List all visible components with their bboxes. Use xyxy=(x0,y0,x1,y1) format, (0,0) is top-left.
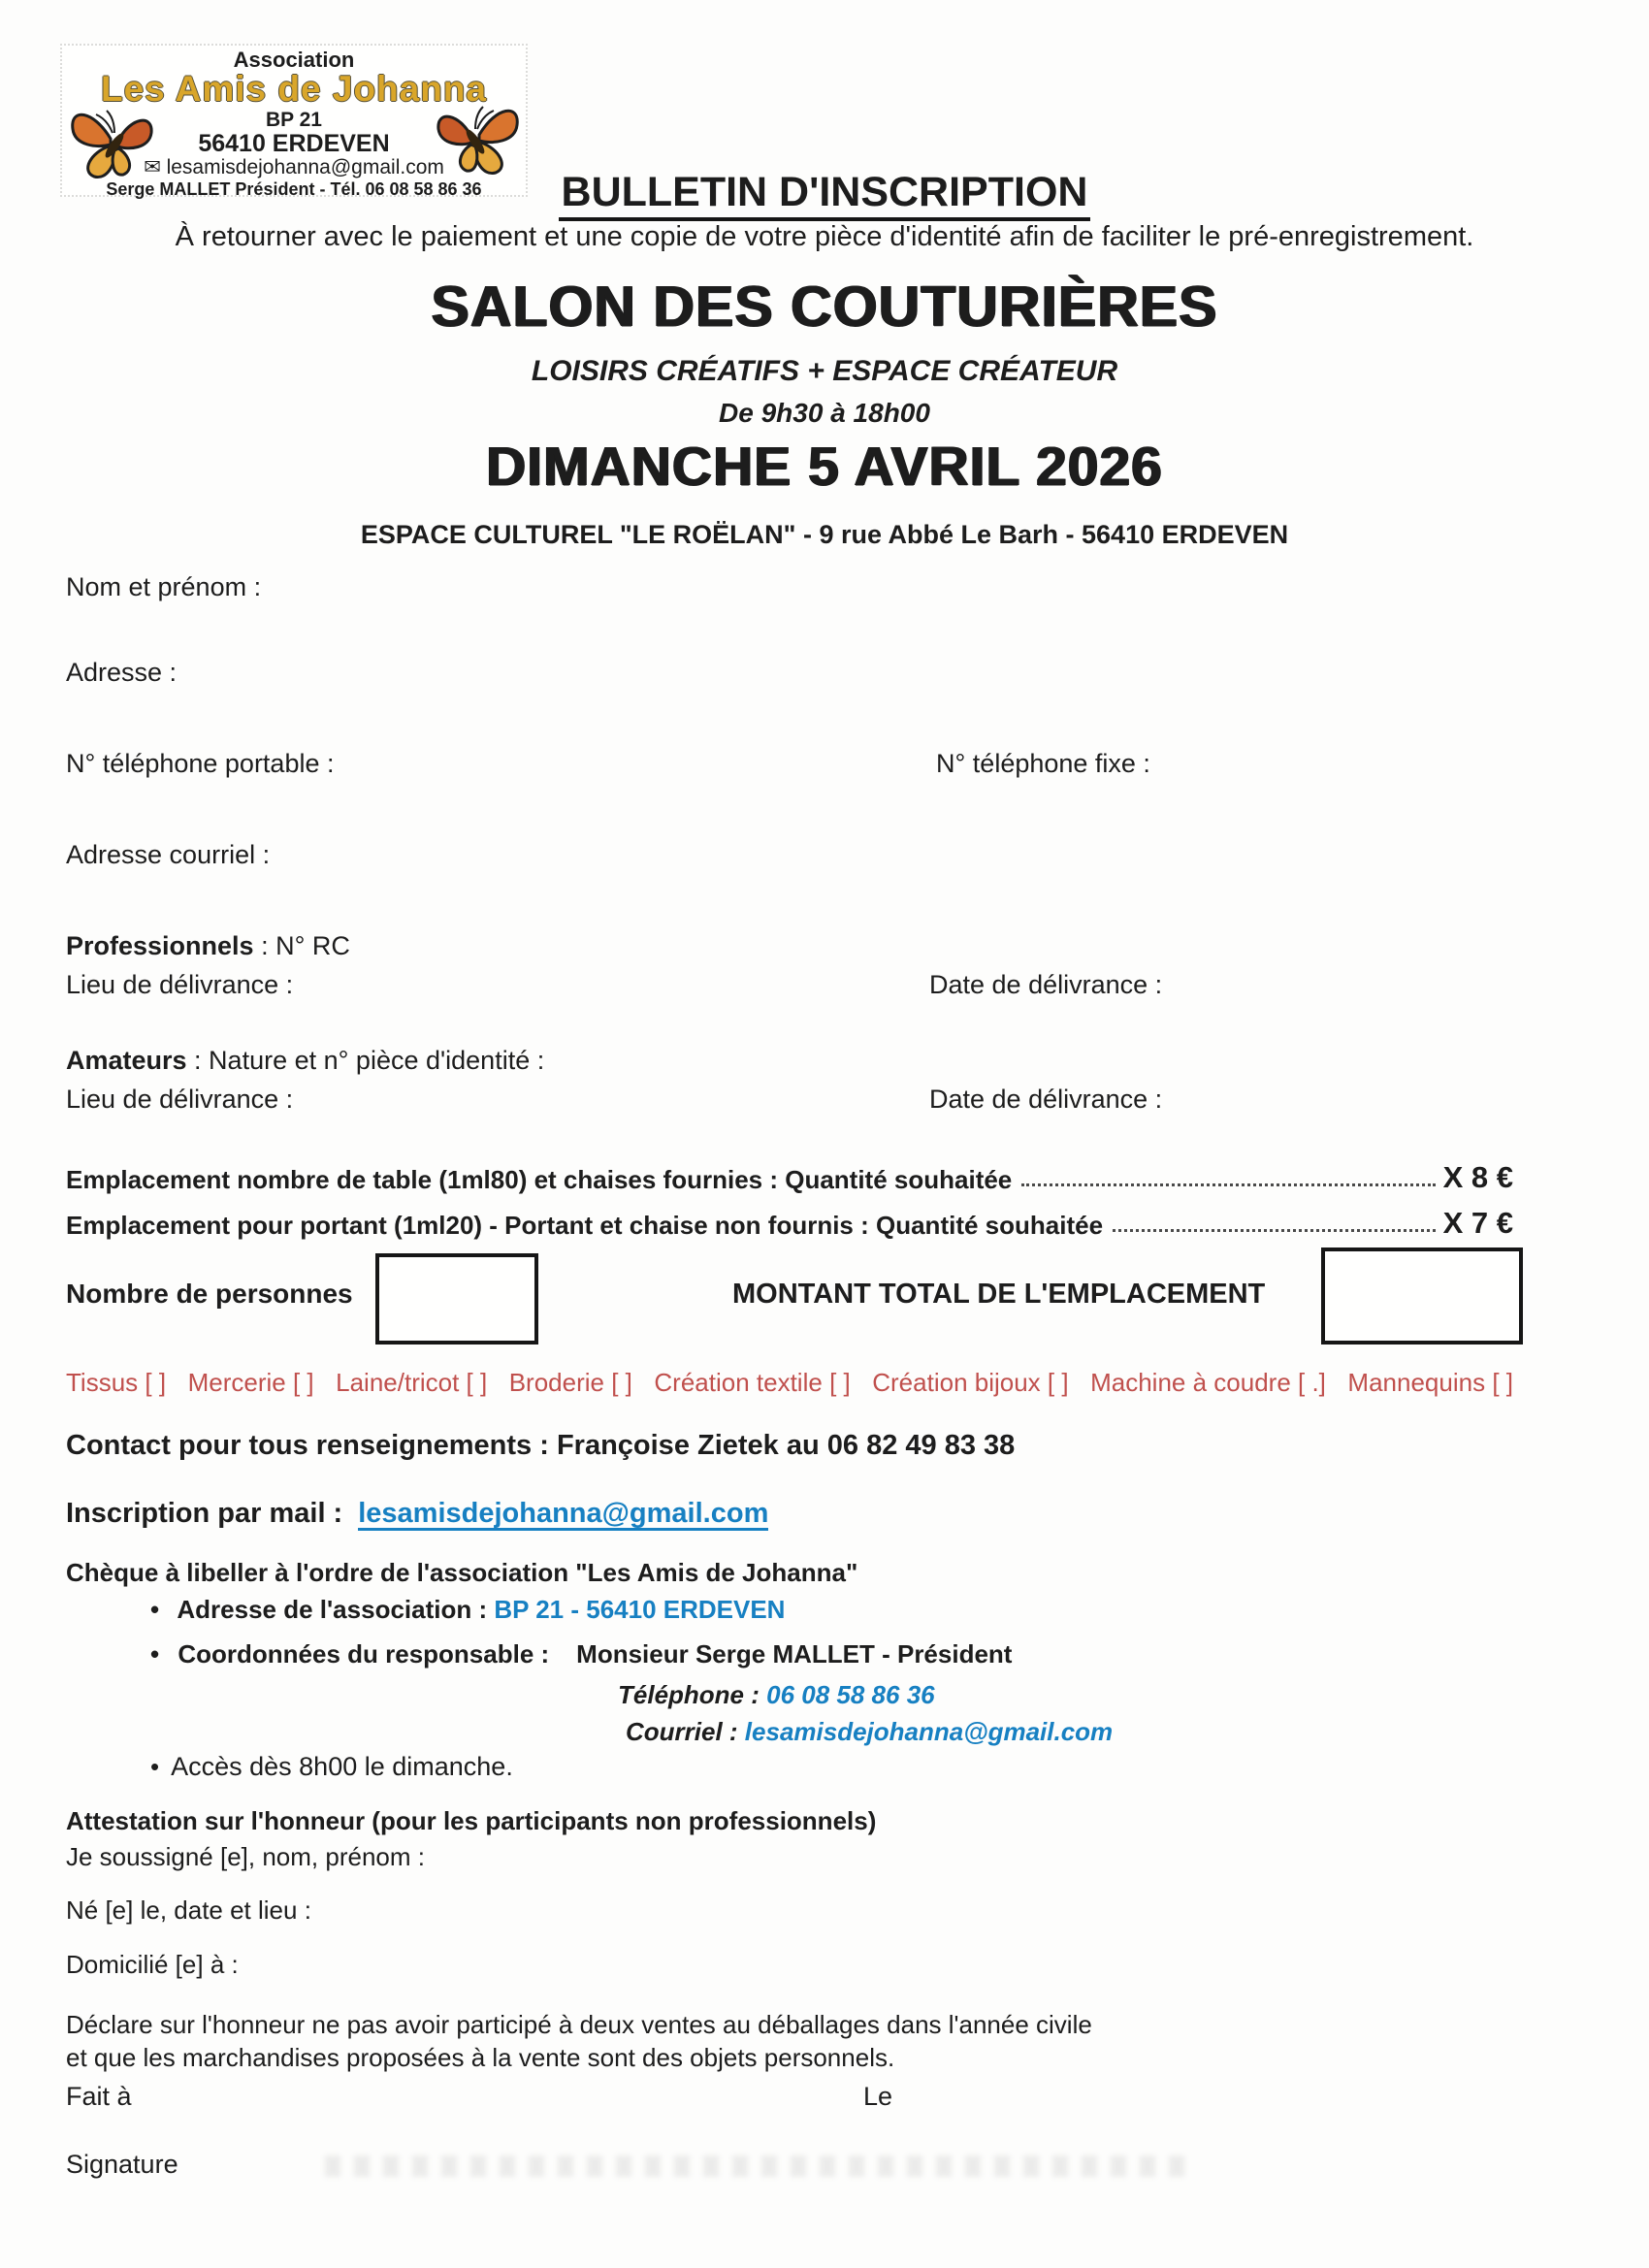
address-field-label: Adresse : xyxy=(66,658,178,687)
table-price-row xyxy=(66,1160,1513,1195)
category-label: Mercerie xyxy=(187,1368,293,1397)
persons-count-box[interactable] xyxy=(375,1253,538,1345)
return-instruction: À retourner avec le paiement et une copie de votre pièce d'identité afin de faciliter le pré-enregistrement. xyxy=(175,221,1474,252)
category-label: Tissus xyxy=(66,1368,146,1397)
category-checkbox[interactable]: [ ] xyxy=(466,1368,488,1397)
scan-ghosting-artifact xyxy=(325,2155,1188,2177)
event-hours: De 9h30 à 18h00 xyxy=(719,398,930,428)
issue-place-label-2: Lieu de délivrance : xyxy=(66,1085,294,1114)
event-title: SALON DES COUTURIÈRES xyxy=(431,275,1218,339)
registration-email-link[interactable]: lesamisdejohanna@gmail.com xyxy=(358,1499,768,1531)
event-date: DIMANCHE 5 AVRIL 2026 xyxy=(486,436,1163,498)
responsable-label: Coordonnées du responsable : xyxy=(178,1639,550,1669)
mobile-phone-label: N° téléphone portable : xyxy=(66,749,335,778)
issue-date-label-1: Date de délivrance : xyxy=(929,970,1163,999)
category-item xyxy=(1090,1368,1326,1398)
responsable-phone-label: Téléphone : xyxy=(618,1680,767,1709)
association-word: Association xyxy=(233,48,355,72)
le-label: Le xyxy=(863,2082,893,2111)
category-label: Mannequins xyxy=(1347,1368,1493,1397)
signature-label: Signature xyxy=(66,2150,178,2179)
association-address-line xyxy=(150,1595,785,1625)
professionals-rest: : N° RC xyxy=(253,931,350,960)
email-field-label: Adresse courriel : xyxy=(66,840,271,869)
attestation-declaration-line-2: et que les marchandises proposées à la vente sont des objets personnels. xyxy=(66,2043,895,2072)
category-item xyxy=(654,1368,850,1398)
category-checkbox[interactable]: [ ] xyxy=(829,1368,851,1397)
bulletin-title: BULLETIN D'INSCRIPTION xyxy=(0,169,1649,216)
name-field-label: Nom et prénom : xyxy=(66,572,262,601)
category-item xyxy=(336,1368,487,1398)
professionals-label: Professionnels xyxy=(66,931,254,960)
amateurs-label: Amateurs xyxy=(66,1046,187,1075)
issue-place-label-1: Lieu de délivrance : xyxy=(66,970,294,999)
category-label: Laine/tricot xyxy=(336,1368,467,1397)
landline-phone-label: N° téléphone fixe : xyxy=(936,749,1150,778)
rack-price-label: Emplacement pour portant (1ml20) - Portant et chaise non fournis : Quantité souhaitée xyxy=(66,1211,1104,1240)
category-checkbox-row xyxy=(66,1368,1513,1398)
association-city: 56410 ERDEVEN xyxy=(198,129,390,157)
attestation-declaration-line-1: Déclare sur l'honneur ne pas avoir participé à deux ventes au déballages dans l'année civile xyxy=(66,2010,1092,2039)
association-email: lesamisdejohanna@gmail.com xyxy=(166,156,444,179)
association-president-line: Serge MALLET Président - Tél. 06 08 58 86 36 xyxy=(106,179,482,200)
category-checkbox[interactable]: [ ] xyxy=(1492,1368,1513,1397)
rack-price-value: X 7 € xyxy=(1442,1206,1513,1240)
category-checkbox[interactable]: [ ] xyxy=(292,1368,314,1397)
attestation-identity-line: Je soussigné [e], nom, prénom : xyxy=(66,1842,425,1871)
category-item xyxy=(509,1368,632,1398)
category-checkbox[interactable]: [ .] xyxy=(1298,1368,1326,1397)
category-label: Broderie xyxy=(508,1368,612,1397)
cheque-instruction: Chèque à libeller à l'ordre de l'association "Les Amis de Johanna" xyxy=(66,1558,858,1587)
issue-date-label-2: Date de délivrance : xyxy=(929,1085,1163,1114)
attestation-birth-line: Né [e] le, date et lieu : xyxy=(66,1895,311,1925)
fait-a-label: Fait à xyxy=(66,2082,132,2111)
rack-price-row xyxy=(66,1206,1513,1241)
responsable-email-label: Courriel : xyxy=(626,1717,745,1746)
attestation-domicile-line: Domicilié [e] à : xyxy=(66,1950,239,1979)
category-checkbox[interactable]: [ ] xyxy=(145,1368,167,1397)
responsable-email-line xyxy=(626,1717,1113,1747)
mail-registration-label: Inscription par mail : xyxy=(66,1498,343,1529)
association-address-value: BP 21 - 56410 ERDEVEN xyxy=(494,1595,786,1624)
category-label: Création textile xyxy=(654,1368,830,1397)
total-amount-box[interactable] xyxy=(1321,1247,1523,1345)
table-price-value: X 8 € xyxy=(1442,1160,1513,1194)
persons-count-label: Nombre de personnes xyxy=(66,1279,353,1309)
association-name: Les Amis de Johanna xyxy=(100,69,487,110)
category-item xyxy=(66,1368,166,1398)
category-item xyxy=(188,1368,314,1398)
amateurs-line xyxy=(66,1046,544,1076)
professionals-line xyxy=(66,931,350,961)
mail-registration-line xyxy=(66,1498,768,1531)
responsable-phone-line xyxy=(618,1680,935,1710)
responsable-phone-value: 06 08 58 86 36 xyxy=(766,1680,935,1709)
category-label: Machine à coudre xyxy=(1090,1368,1298,1397)
category-checkbox[interactable]: [ ] xyxy=(1047,1368,1069,1397)
responsable-value: Monsieur Serge MALLET - Président xyxy=(576,1639,1013,1669)
association-address-label: Adresse de l'association : xyxy=(177,1595,495,1624)
category-checkbox[interactable]: [ ] xyxy=(611,1368,632,1397)
amateurs-rest: : Nature et n° pièce d'identité : xyxy=(186,1046,545,1075)
envelope-icon: ✉ xyxy=(144,156,161,179)
responsable-email-value[interactable]: lesamisdejohanna@gmail.com xyxy=(744,1717,1114,1746)
category-item xyxy=(872,1368,1068,1398)
category-label: Création bijoux xyxy=(872,1368,1048,1397)
association-bp: BP 21 xyxy=(266,108,322,131)
dotted-leader xyxy=(1113,1229,1436,1232)
category-item xyxy=(1347,1368,1513,1398)
responsable-line xyxy=(150,1639,1012,1669)
contact-line: Contact pour tous renseignements : Françoise Zietek au 06 82 49 83 38 xyxy=(66,1430,1016,1461)
attestation-title: Attestation sur l'honneur (pour les participants non professionnels) xyxy=(66,1806,877,1835)
event-venue: ESPACE CULTUREL "LE ROËLAN" - 9 rue Abbé Le Barh - 56410 ERDEVEN xyxy=(360,520,1289,549)
access-line: • Accès dès 8h00 le dimanche. xyxy=(150,1752,513,1782)
total-amount-label: MONTANT TOTAL DE L'EMPLACEMENT xyxy=(732,1279,1266,1310)
table-price-label: Emplacement nombre de table (1ml80) et chaises fournies : Quantité souhaitée xyxy=(66,1165,1013,1194)
event-subtitle: LOISIRS CRÉATIFS + ESPACE CRÉATEUR xyxy=(531,355,1118,387)
dotted-leader xyxy=(1021,1183,1435,1186)
